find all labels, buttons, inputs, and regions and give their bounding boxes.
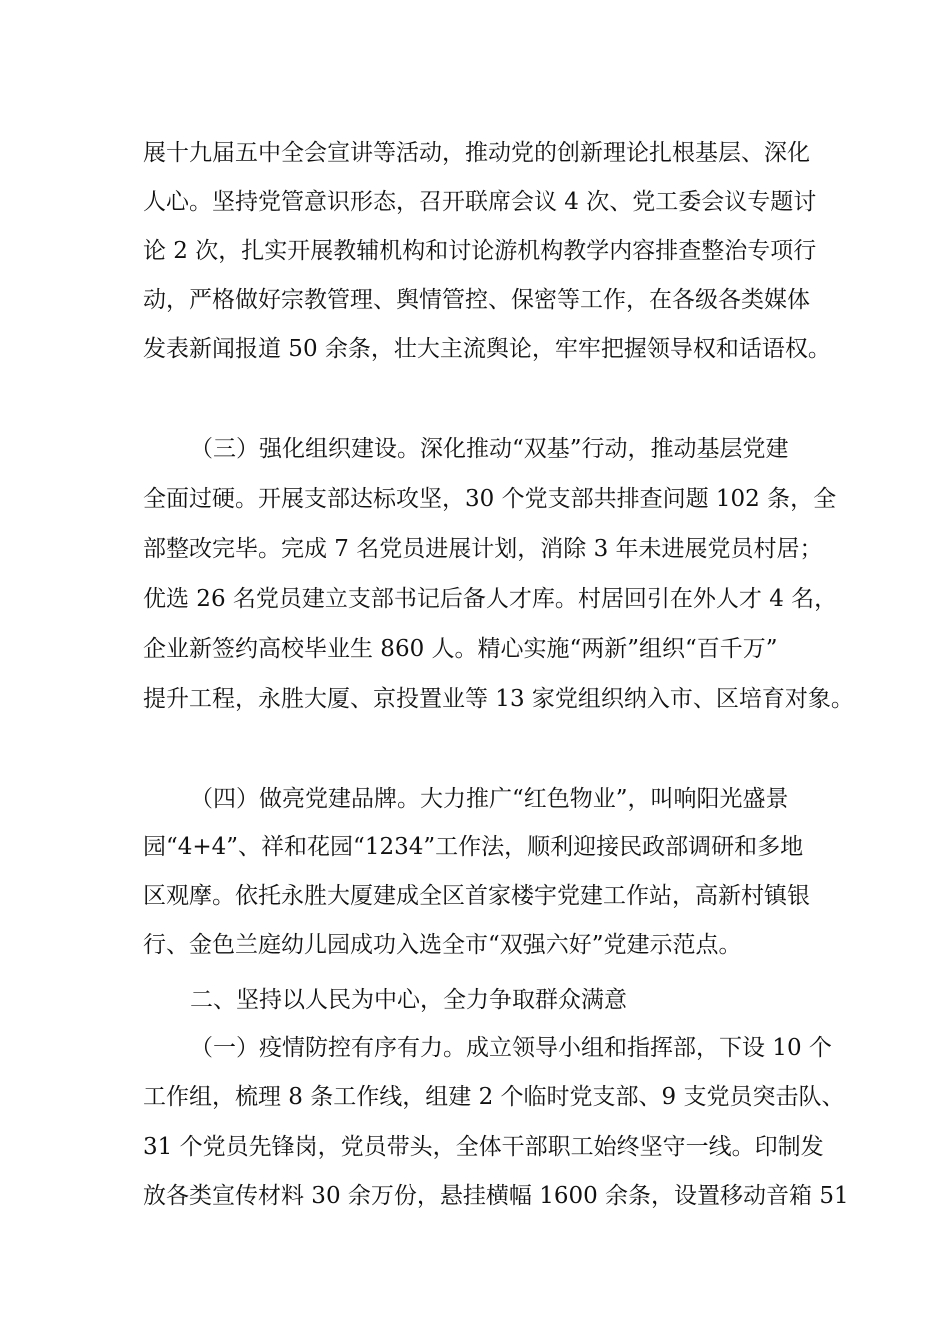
text-line: 企业新签约高校毕业生 860 人。精心实施“两新”组织“百千万” bbox=[143, 636, 778, 662]
chapter-heading: 二、坚持以人民为中心，全力争取群众满意 bbox=[190, 987, 627, 1013]
text-line: 动，严格做好宗教管理、舆情管控、保密等工作，在各级各类媒体 bbox=[143, 287, 810, 313]
text-line: 人心。坚持党管意识形态，召开联席会议 4 次、党工委会议专题讨 bbox=[143, 189, 817, 215]
text-line: 发表新闻报道 50 余条，壮大主流舆论，牢牢把握领导权和话语权。 bbox=[143, 336, 831, 362]
section-heading-line: （四）做亮党建品牌。大力推广“红色物业”，叫响阳光盛景 bbox=[190, 786, 789, 812]
text-line: 31 个党员先锋岗，党员带头，全体干部职工始终坚守一线。印制发 bbox=[143, 1134, 824, 1160]
text-line: 优选 26 名党员建立支部书记后备人才库。村居回引在外人才 4 名， bbox=[143, 586, 838, 612]
text-line: 园“4+4”、祥和花园“1234”工作法，顺利迎接民政部调研和多地 bbox=[143, 834, 804, 860]
text-line: 放各类宣传材料 30 余万份，悬挂横幅 1600 余条，设置移动音箱 51 bbox=[143, 1183, 849, 1209]
text-line: 工作组，梳理 8 条工作线，组建 2 个临时党支部、9 支党员突击队、 bbox=[143, 1084, 845, 1110]
text-line: 展十九届五中全会宣讲等活动，推动党的创新理论扎根基层、深化 bbox=[143, 140, 810, 166]
section-heading-line: （一）疫情防控有序有力。成立领导小组和指挥部，下设 10 个 bbox=[190, 1035, 832, 1061]
text-line: 部整改完毕。完成 7 名党员进展计划，消除 3 年未进展党员村居； bbox=[143, 536, 823, 562]
section-heading-line: （三）强化组织建设。深化推动“双基”行动，推动基层党建 bbox=[190, 436, 789, 462]
text-line: 提升工程，永胜大厦、京投置业等 13 家党组织纳入市、区培育对象。 bbox=[143, 686, 854, 712]
text-line: 区观摩。依托永胜大厦建成全区首家楼宇党建工作站，高新村镇银 bbox=[143, 883, 810, 909]
text-line: 论 2 次，扎实开展教辅机构和讨论游机构教学内容排查整治专项行 bbox=[143, 238, 817, 264]
text-line: 行、金色兰庭幼儿园成功入选全市“双强六好”党建示范点。 bbox=[143, 932, 742, 958]
text-line: 全面过硬。开展支部达标攻坚，30 个党支部共排查问题 102 条，全 bbox=[143, 486, 837, 512]
